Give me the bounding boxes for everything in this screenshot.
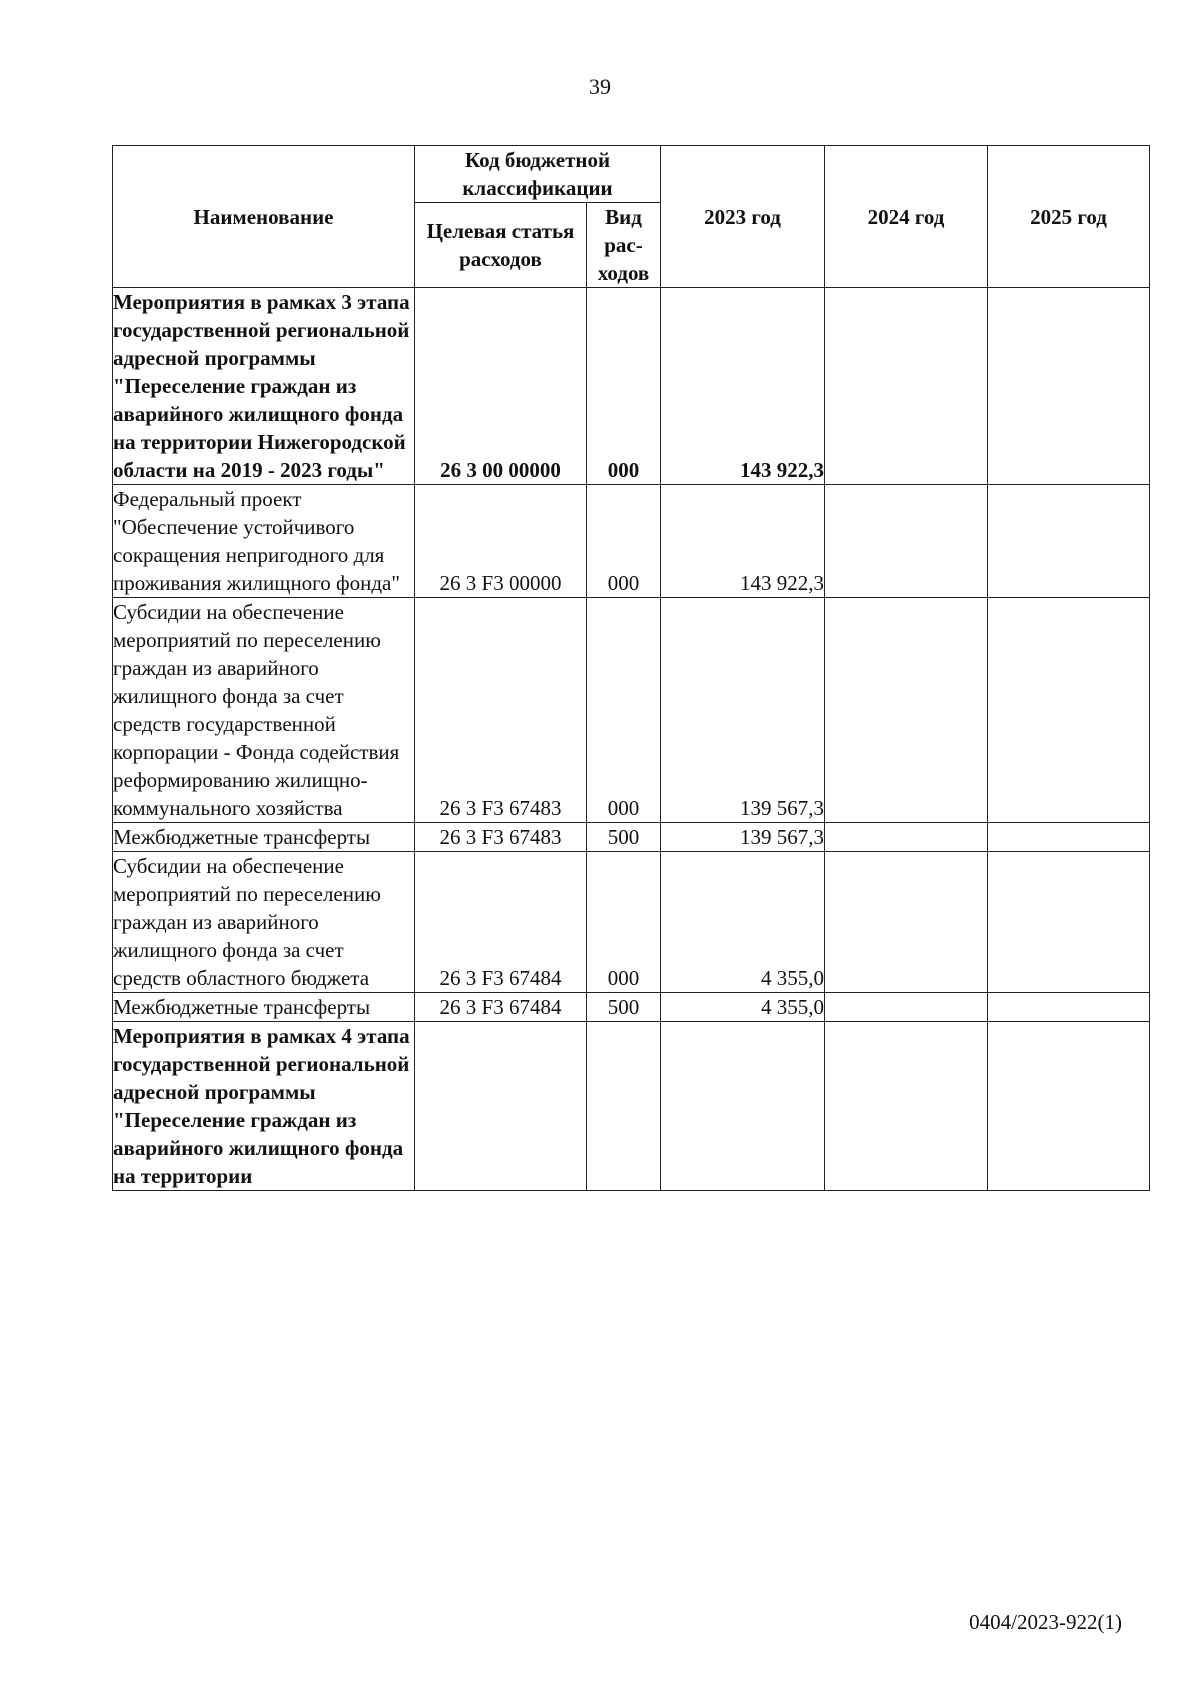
header-name: Наименование	[113, 146, 415, 288]
row-amount-2025	[988, 288, 1150, 485]
table-row	[113, 852, 1150, 993]
row-target-article: 26 3 F3 67483	[415, 823, 587, 852]
row-expense-type: 500	[587, 823, 661, 852]
row-amount-2023: 143 922,3	[661, 485, 825, 598]
row-target-article	[415, 1022, 587, 1191]
row-amount-2023: 4 355,0	[661, 993, 825, 1022]
table-row	[113, 993, 1150, 1022]
header-expense-type: Вид рас-ходов	[587, 203, 661, 288]
row-name: Мероприятия в рамках 3 этапа государственной региональной адресной программы "Переселение граждан из аварийного жилищного фонда на территории Нижегородской области на 2019 - 2023 годы"	[113, 288, 415, 485]
header-year-2024: 2024 год	[825, 146, 988, 288]
row-amount-2023: 4 355,0	[661, 852, 825, 993]
table-row	[113, 598, 1150, 823]
header-budget-code-group: Код бюджетной классификации	[415, 146, 661, 203]
row-expense-type	[587, 1022, 661, 1191]
row-amount-2024	[825, 288, 988, 485]
row-amount-2025	[988, 993, 1150, 1022]
row-target-article: 26 3 F3 00000	[415, 485, 587, 598]
header-year-2023: 2023 год	[661, 146, 825, 288]
table-row	[113, 1022, 1150, 1191]
table-row	[113, 288, 1150, 485]
budget-table	[112, 145, 1150, 1191]
row-amount-2023: 139 567,3	[661, 598, 825, 823]
row-amount-2024	[825, 1022, 988, 1191]
row-amount-2025	[988, 485, 1150, 598]
row-name: Мероприятия в рамках 4 этапа государственной региональной адресной программы "Переселение граждан из аварийного жилищного фонда на территории	[113, 1022, 415, 1191]
row-target-article: 26 3 F3 67483	[415, 598, 587, 823]
row-name: Субсидии на обеспечение мероприятий по переселению граждан из аварийного жилищного фонда за счет средств государственной корпорации - Фонда содействия реформированию жилищно-коммунального хозяйства	[113, 598, 415, 823]
document-registration-code: 0404/2023-922(1)	[969, 1610, 1122, 1634]
row-expense-type: 000	[587, 288, 661, 485]
row-amount-2025	[988, 823, 1150, 852]
row-amount-2025	[988, 852, 1150, 993]
row-amount-2024	[825, 852, 988, 993]
row-amount-2025	[988, 598, 1150, 823]
header-year-2025: 2025 год	[988, 146, 1150, 288]
page-number: 39	[589, 74, 611, 99]
row-amount-2023	[661, 1022, 825, 1191]
row-name: Федеральный проект "Обеспечение устойчивого сокращения непригодного для проживания жилищного фонда"	[113, 485, 415, 598]
table-row	[113, 823, 1150, 852]
row-expense-type: 000	[587, 852, 661, 993]
row-target-article: 26 3 00 00000	[415, 288, 587, 485]
row-amount-2025	[988, 1022, 1150, 1191]
row-target-article: 26 3 F3 67484	[415, 993, 587, 1022]
row-amount-2023: 143 922,3	[661, 288, 825, 485]
row-amount-2024	[825, 823, 988, 852]
row-name: Субсидии на обеспечение мероприятий по переселению граждан из аварийного жилищного фонда за счет средств областного бюджета	[113, 852, 415, 993]
row-target-article: 26 3 F3 67484	[415, 852, 587, 993]
row-expense-type: 000	[587, 485, 661, 598]
row-expense-type: 000	[587, 598, 661, 823]
header-target-article: Целевая статья расходов	[415, 203, 587, 288]
row-name: Межбюджетные трансферты	[113, 823, 415, 852]
row-name: Межбюджетные трансферты	[113, 993, 415, 1022]
row-expense-type: 500	[587, 993, 661, 1022]
row-amount-2024	[825, 598, 988, 823]
row-amount-2024	[825, 485, 988, 598]
row-amount-2023: 139 567,3	[661, 823, 825, 852]
table-row	[113, 485, 1150, 598]
row-amount-2024	[825, 993, 988, 1022]
